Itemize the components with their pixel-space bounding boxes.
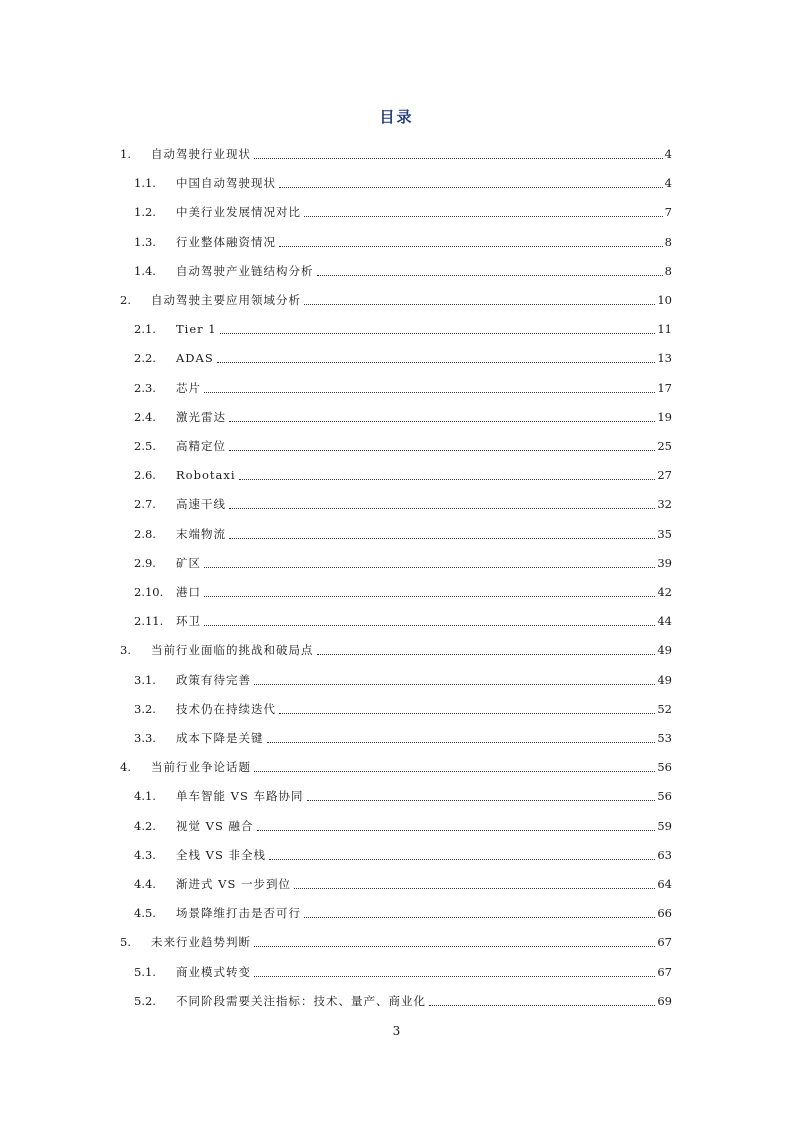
toc-entry-title: 单车智能 VS 车路协同 — [176, 789, 304, 804]
toc-dot-leader — [220, 318, 655, 340]
toc-entry-title: 全栈 VS 非全栈 — [176, 847, 266, 862]
toc-dot-leader — [204, 552, 655, 574]
toc-dot-leader — [239, 464, 655, 486]
toc-entry-number: 4.3. — [134, 847, 156, 862]
toc-entry[interactable] — [0, 931, 793, 953]
toc-entry[interactable] — [0, 523, 793, 545]
toc-entry-page: 67 — [657, 964, 672, 979]
toc-dot-leader — [304, 289, 655, 311]
page-title: 目录 — [379, 108, 414, 126]
toc-entry[interactable] — [0, 727, 793, 749]
toc-entry-title: 自动驾驶产业链结构分析 — [176, 263, 314, 278]
toc-entry[interactable] — [0, 961, 793, 983]
toc-entry-page: 19 — [657, 409, 672, 424]
toc-dot-leader — [269, 844, 655, 866]
toc-entry-number: 4.1. — [134, 789, 156, 804]
toc-entry-title: 中美行业发展情况对比 — [176, 205, 301, 220]
toc-dot-leader — [307, 785, 655, 807]
toc-dot-leader — [204, 377, 655, 399]
toc-entry-page: 11 — [657, 322, 672, 337]
toc-entry-number: 5.2. — [134, 993, 156, 1008]
toc-entry[interactable] — [0, 990, 793, 1012]
toc-entry-number: 2.2. — [134, 351, 156, 366]
toc-entry[interactable] — [0, 902, 793, 924]
toc-entry-page: 44 — [657, 614, 672, 629]
toc-entry-number: 1. — [120, 147, 131, 161]
toc-dot-leader — [279, 231, 663, 253]
toc-entry[interactable] — [0, 844, 793, 866]
toc-entry-page: 56 — [657, 760, 672, 775]
toc-entry-page: 53 — [657, 731, 672, 745]
toc-entry-number: 2.7. — [134, 497, 156, 512]
toc-entry[interactable] — [0, 435, 793, 457]
toc-dot-leader — [267, 727, 655, 749]
toc-entry-title: 技术仍在持续迭代 — [176, 701, 276, 716]
toc-entry-number: 3.3. — [134, 731, 156, 745]
toc-dot-leader — [204, 581, 655, 603]
toc-entry-title: 激光雷达 — [176, 409, 226, 424]
toc-entry-title: 港口 — [176, 585, 201, 599]
toc-entry-title: Tier 1 — [176, 322, 217, 337]
toc-entry-title: 行业整体融资情况 — [176, 234, 276, 249]
toc-dot-leader — [254, 756, 655, 778]
toc-entry[interactable] — [0, 260, 793, 282]
toc-dot-leader — [279, 698, 655, 720]
toc-entry[interactable] — [0, 552, 793, 574]
toc-entry-title: 高速干线 — [176, 497, 226, 512]
toc-entry-number: 5.1. — [134, 964, 156, 979]
toc-entry-page: 63 — [657, 847, 672, 862]
toc-entry-title: 末端物流 — [176, 526, 226, 541]
toc-entry[interactable] — [0, 756, 793, 778]
toc-entry-page: 32 — [657, 497, 672, 512]
toc-entry[interactable] — [0, 493, 793, 515]
toc-entry[interactable] — [0, 201, 793, 223]
toc-entry-page: 66 — [657, 906, 672, 921]
toc-entry-number: 4.2. — [134, 818, 156, 833]
toc-entry-title: 当前行业争论话题 — [151, 760, 251, 775]
toc-entry-page: 35 — [657, 526, 672, 541]
toc-entry-number: 3.2. — [134, 701, 156, 716]
toc-entry-number: 1.1. — [134, 176, 156, 191]
toc-entry-page: 8 — [664, 234, 672, 249]
toc-entry-number: 4. — [120, 760, 131, 775]
toc-entry-number: 4.4. — [134, 877, 156, 891]
toc-entry-title: 视觉 VS 融合 — [176, 818, 254, 833]
toc-dot-leader — [294, 873, 655, 895]
toc-entry-page: 67 — [657, 935, 672, 950]
toc-entry-title: 自动驾驶主要应用领域分析 — [151, 293, 301, 307]
toc-entry-number: 2.9. — [134, 555, 156, 570]
toc-dot-leader — [257, 815, 655, 837]
toc-entry-number: 2.4. — [134, 409, 156, 424]
toc-entry-number: 3. — [120, 643, 131, 658]
toc-dot-leader — [229, 406, 655, 428]
toc-entry[interactable] — [0, 464, 793, 486]
toc-dot-leader — [254, 143, 663, 165]
toc-entry[interactable] — [0, 406, 793, 428]
toc-entry-page: 49 — [657, 643, 672, 658]
toc-entry-page: 10 — [657, 293, 672, 307]
toc-entry-page: 8 — [664, 263, 672, 278]
page-number: 3 — [392, 1024, 401, 1038]
toc-entry[interactable] — [0, 289, 793, 311]
toc-dot-leader — [279, 172, 663, 194]
toc-entry-title: 当前行业面临的挑战和破局点 — [151, 643, 314, 658]
toc-entry-page: 7 — [664, 205, 672, 220]
toc-entry-number: 5. — [120, 935, 131, 950]
toc-entry-title: 中国自动驾驶现状 — [176, 176, 276, 191]
toc-dot-leader — [304, 201, 663, 223]
toc-entry[interactable] — [0, 143, 793, 165]
toc-entry-number: 1.3. — [134, 234, 156, 249]
toc-entry-page: 56 — [657, 789, 672, 804]
toc-entry-number: 4.5. — [134, 906, 156, 921]
toc-entry-page: 49 — [657, 672, 672, 687]
toc-entry-title: 高精定位 — [176, 439, 226, 453]
toc-entry[interactable] — [0, 873, 793, 895]
toc-dot-leader — [254, 931, 655, 953]
toc-entry-number: 2.5. — [134, 439, 156, 453]
toc-entry-number: 2.11. — [134, 614, 164, 629]
toc-entry-title: 渐进式 VS 一步到位 — [176, 877, 291, 891]
toc-entry-page: 42 — [657, 585, 672, 599]
toc-dot-leader — [317, 260, 663, 282]
toc-entry[interactable] — [0, 172, 793, 194]
toc-entry[interactable] — [0, 610, 793, 632]
toc-dot-leader — [254, 961, 655, 983]
toc-entry-page: 13 — [657, 351, 672, 366]
toc-entry-title: 矿区 — [176, 555, 201, 570]
toc-dot-leader — [229, 523, 655, 545]
toc-dot-leader — [229, 493, 655, 515]
toc-entry-title: ADAS — [176, 351, 214, 366]
toc-entry-number: 1.4. — [134, 263, 156, 278]
toc-entry[interactable] — [0, 581, 793, 603]
toc-entry-title: 未来行业趋势判断 — [151, 935, 251, 950]
toc-entry-page: 17 — [657, 380, 672, 395]
toc-entry-page: 52 — [657, 701, 672, 716]
toc-entry[interactable] — [0, 639, 793, 661]
toc-entry-page: 64 — [657, 877, 672, 891]
toc-entry-page: 4 — [664, 147, 672, 161]
toc-entry[interactable] — [0, 377, 793, 399]
toc-entry[interactable] — [0, 669, 793, 691]
toc-entry-title: 环卫 — [176, 614, 201, 629]
toc-entry-number: 2.6. — [134, 468, 156, 483]
toc-entry-page: 39 — [657, 555, 672, 570]
toc-entry-title: 政策有待完善 — [176, 672, 251, 687]
toc-entry-title: Robotaxi — [176, 468, 236, 483]
toc-entry[interactable] — [0, 698, 793, 720]
toc-entry[interactable] — [0, 815, 793, 837]
toc-dot-leader — [304, 902, 655, 924]
toc-dot-leader — [204, 610, 655, 632]
toc-entry-page: 27 — [657, 468, 672, 483]
toc-entry-page: 59 — [657, 818, 672, 833]
toc-entry-number: 2. — [120, 293, 131, 307]
toc-entry-number: 2.3. — [134, 380, 156, 395]
toc-entry[interactable] — [0, 318, 793, 340]
toc-entry-number: 2.8. — [134, 526, 156, 541]
toc-entry-number: 2.10. — [134, 585, 164, 599]
toc-entry-title: 不同阶段需要关注指标：技术、量产、商业化 — [176, 993, 426, 1008]
toc-entry-title: 自动驾驶行业现状 — [151, 147, 251, 161]
toc-dot-leader — [217, 347, 655, 369]
toc-entry-page: 69 — [657, 993, 672, 1008]
toc-dot-leader — [229, 435, 655, 457]
toc-entry-number: 1.2. — [134, 205, 156, 220]
toc-entry-number: 3.1. — [134, 672, 156, 687]
toc-entry-title: 商业模式转变 — [176, 964, 251, 979]
toc-entry[interactable] — [0, 347, 793, 369]
toc-entry[interactable] — [0, 231, 793, 253]
toc-entry-page: 25 — [657, 439, 672, 453]
toc-dot-leader — [429, 990, 655, 1012]
toc-dot-leader — [254, 669, 655, 691]
toc-entry[interactable] — [0, 785, 793, 807]
toc-entry-title: 成本下降是关键 — [176, 731, 264, 745]
toc-entry-title: 芯片 — [176, 380, 201, 395]
toc-entry-number: 2.1. — [134, 322, 156, 337]
toc-dot-leader — [317, 639, 655, 661]
toc-entry-title: 场景降维打击是否可行 — [176, 906, 301, 921]
toc-entry-page: 4 — [664, 176, 672, 191]
